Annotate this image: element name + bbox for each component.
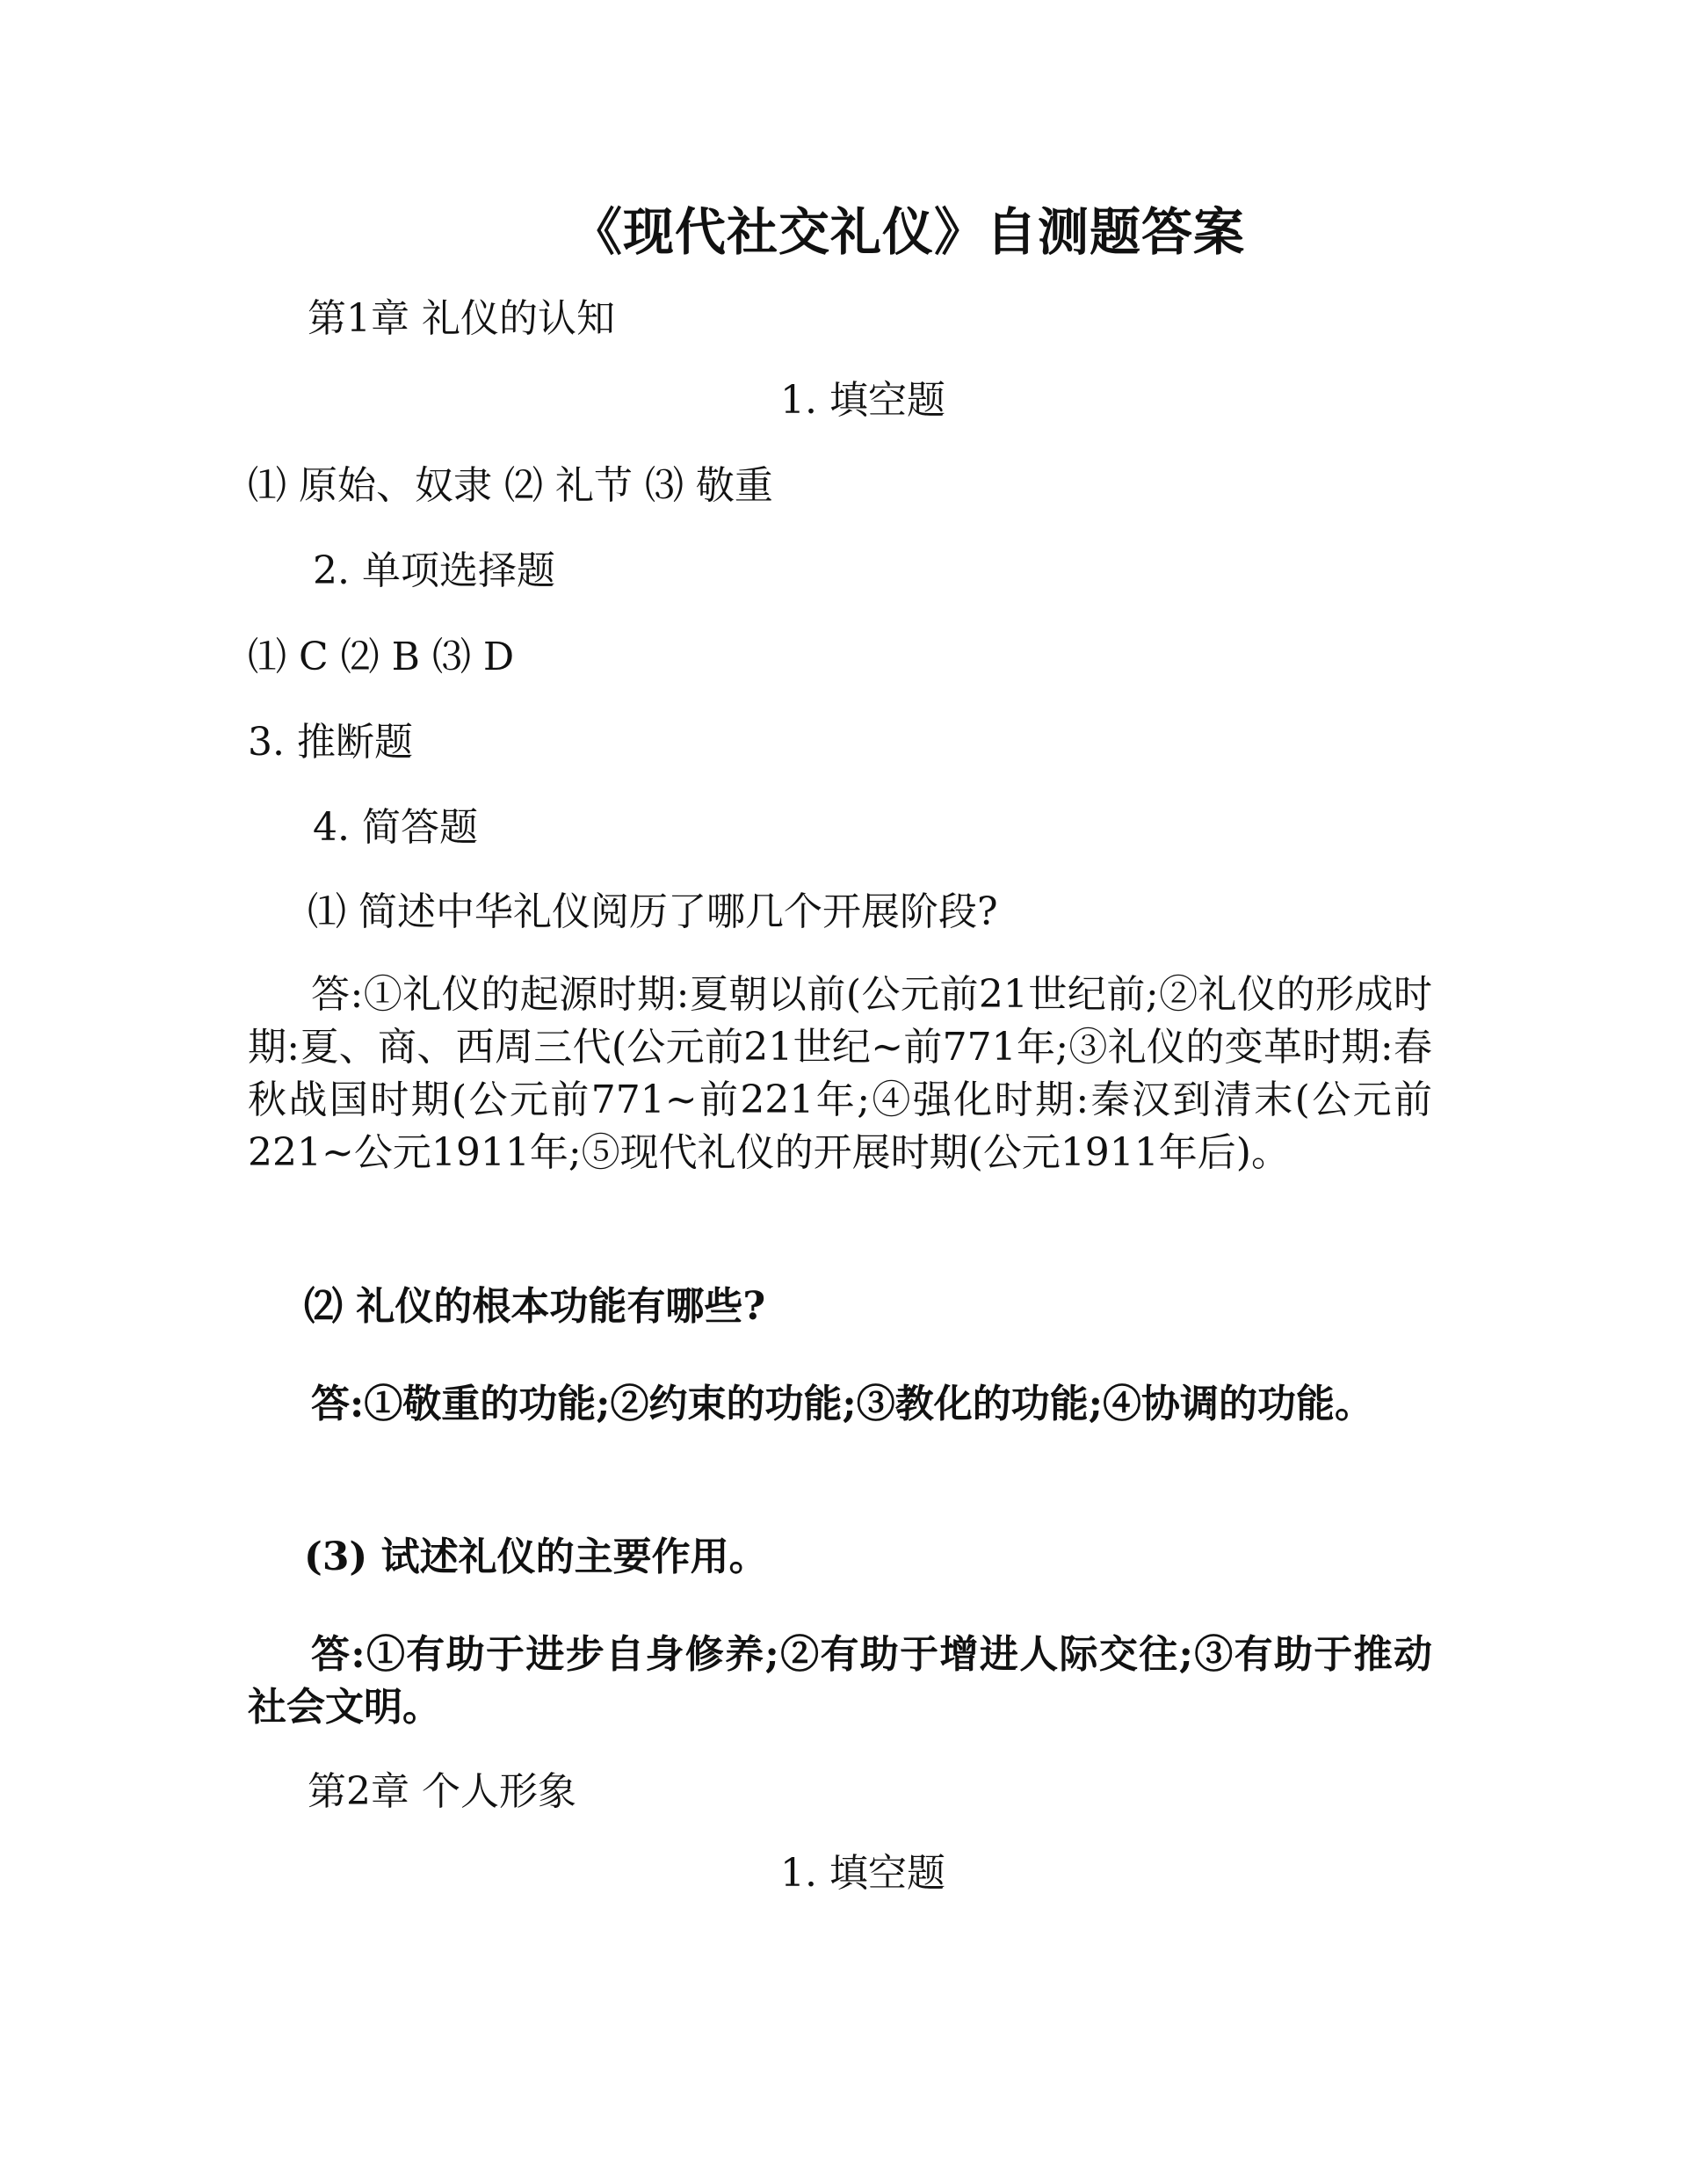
answer-2: 答:①敬重的功能;②约束的功能;③教化的功能;④协调的功能。 — [311, 1382, 1373, 1426]
ch1-fill-blank-heading: 1. 填空题 — [780, 378, 945, 423]
ch2-fill-blank-heading: 1. 填空题 — [780, 1851, 945, 1896]
chapter-2-heading: 第2章 个人形象 — [308, 1769, 576, 1814]
ch1-single-choice-heading: 2. 单项选择题 — [313, 548, 555, 593]
question-1: ⑴ 简述中华礼仪阅历了哪几个开展阶段? — [308, 889, 998, 934]
page-title: 《现代社交礼仪》自测题答案 — [571, 202, 1246, 262]
answer-1: 答:①礼仪的起源时期:夏朝以前(公元前21世纪前;②礼仪的形成时期:夏、商、西周三代(公元前21世纪~前771年;③礼仪的变革时期:春秋战国时期(公元前771~前221年;④强化时期:秦汉到清末(公元前221~公元1911年;⑤现代礼仪的开展时期(公元1911年后)。 — [248, 972, 1432, 1175]
ch1-short-answer-heading: 4. 简答题 — [313, 805, 478, 850]
ch1-judgment-heading: 3. 推断题 — [248, 720, 413, 765]
chapter-1-heading: 第1章 礼仪的认知 — [308, 296, 615, 341]
ch1-fill-blank-answer: ⑴ 原始、奴隶 ⑵ 礼节 ⑶ 敬重 — [248, 463, 773, 508]
answer-3: 答:①有助于进步自身修养;②有助于增进人际交往;③有助于推动社会文明。 — [248, 1632, 1432, 1730]
ch1-single-choice-answer: ⑴ C ⑵ B ⑶ D — [248, 635, 515, 679]
question-2: ⑵ 礼仪的根本功能有哪些? — [304, 1284, 766, 1329]
question-3: (3) 试述礼仪的主要作用。 — [304, 1535, 768, 1579]
